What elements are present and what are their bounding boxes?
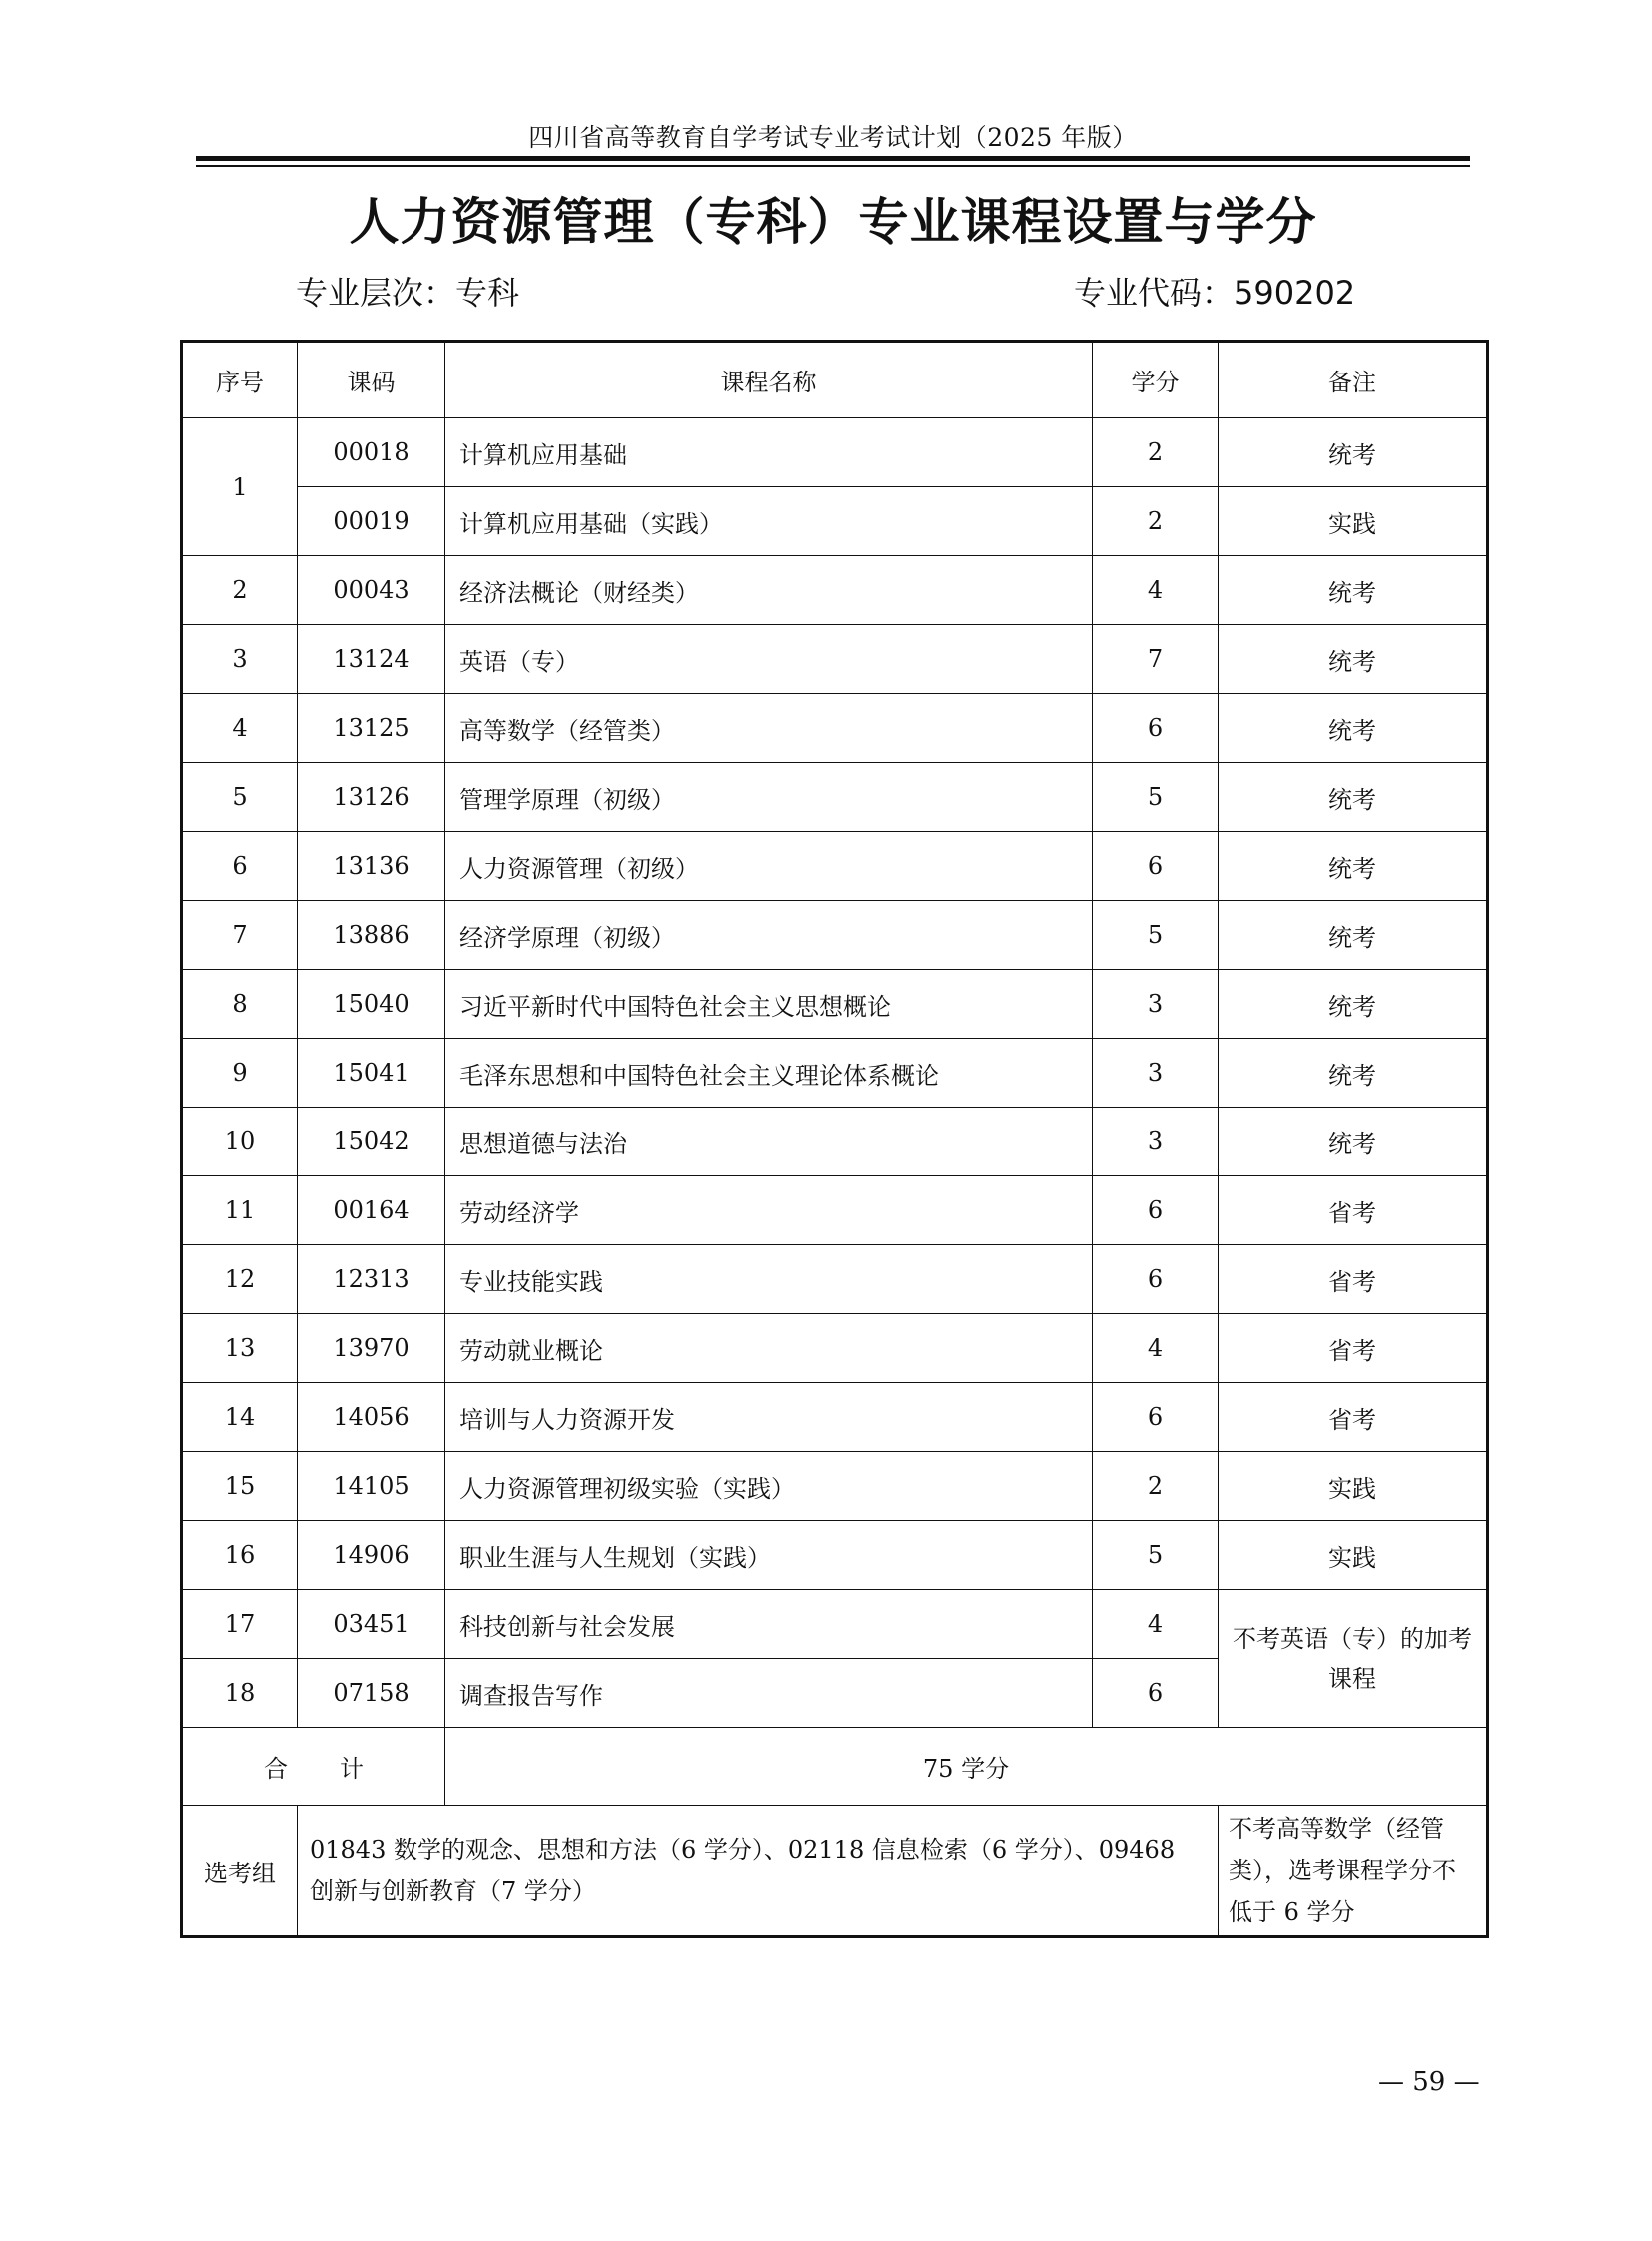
col-header-credit: 学分 (1093, 342, 1219, 418)
row-remark: 统考 (1219, 763, 1488, 832)
row-name: 培训与人力资源开发 (445, 1383, 1093, 1452)
row-credit: 4 (1093, 1314, 1219, 1383)
row-code: 13126 (298, 763, 445, 832)
table-row (182, 1521, 1488, 1590)
row-credit: 5 (1093, 901, 1219, 970)
row-code: 15041 (298, 1039, 445, 1108)
row-code: 13125 (298, 694, 445, 763)
table-row (182, 418, 1488, 487)
row-no: 12 (182, 1245, 298, 1314)
row-remark: 统考 (1219, 418, 1488, 487)
row-credit: 7 (1093, 625, 1219, 694)
row-code: 13136 (298, 832, 445, 901)
row-no: 8 (182, 970, 298, 1039)
total-value: 75 学分 (445, 1728, 1488, 1806)
total-row (182, 1728, 1488, 1806)
table-row (182, 694, 1488, 763)
row-code: 12313 (298, 1245, 445, 1314)
table-header-row (182, 342, 1488, 418)
row-credit: 4 (1093, 556, 1219, 625)
row-no: 13 (182, 1314, 298, 1383)
row-remark-merged: 不考英语（专）的加考课程 (1219, 1590, 1488, 1728)
major-level: 专业层次：专科 (296, 274, 520, 312)
col-header-name: 课程名称 (445, 342, 1093, 418)
row-credit: 6 (1093, 694, 1219, 763)
col-header-remark: 备注 (1219, 342, 1488, 418)
row-remark: 统考 (1219, 1108, 1488, 1176)
row-name: 习近平新时代中国特色社会主义思想概论 (445, 970, 1093, 1039)
row-code: 14906 (298, 1521, 445, 1590)
row-code: 15042 (298, 1108, 445, 1176)
row-name: 科技创新与社会发展 (445, 1590, 1093, 1659)
row-remark: 实践 (1219, 1521, 1488, 1590)
header-rule-thick (196, 156, 1470, 161)
row-no: 9 (182, 1039, 298, 1108)
row-code: 00018 (298, 418, 445, 487)
elective-row (182, 1806, 1488, 1937)
table-row (182, 832, 1488, 901)
row-code: 15040 (298, 970, 445, 1039)
row-credit: 2 (1093, 487, 1219, 556)
table-row (182, 1383, 1488, 1452)
col-header-no: 序号 (182, 342, 298, 418)
row-remark: 省考 (1219, 1245, 1488, 1314)
row-code: 00019 (298, 487, 445, 556)
row-name: 毛泽东思想和中国特色社会主义理论体系概论 (445, 1039, 1093, 1108)
row-name: 职业生涯与人生规划（实践） (445, 1521, 1093, 1590)
row-name: 计算机应用基础 (445, 418, 1093, 487)
row-remark: 省考 (1219, 1383, 1488, 1452)
table-row (182, 1176, 1488, 1245)
row-no: 15 (182, 1452, 298, 1521)
elective-label: 选考组 (182, 1806, 298, 1937)
row-credit: 3 (1093, 1039, 1219, 1108)
row-name: 专业技能实践 (445, 1245, 1093, 1314)
running-header: 四川省高等教育自学考试专业考试计划（2025 年版） (528, 123, 1138, 152)
table-row (182, 1108, 1488, 1176)
elective-courses: 01843 数学的观念、思想和方法（6 学分）、02118 信息检索（6 学分）、09468 创新与创新教育（7 学分） (298, 1806, 1219, 1937)
row-code: 14105 (298, 1452, 445, 1521)
header-rule-thin (196, 165, 1470, 167)
row-credit: 2 (1093, 418, 1219, 487)
row-remark: 省考 (1219, 1314, 1488, 1383)
row-credit: 4 (1093, 1590, 1219, 1659)
major-code: 专业代码：590202 (1074, 274, 1356, 312)
total-label: 合计 (182, 1728, 445, 1806)
row-name: 人力资源管理初级实验（实践） (445, 1452, 1093, 1521)
table-row (182, 1314, 1488, 1383)
table-row (182, 1590, 1488, 1659)
row-code: 03451 (298, 1590, 445, 1659)
row-no: 16 (182, 1521, 298, 1590)
row-code: 00164 (298, 1176, 445, 1245)
elective-note: 不考高等数学（经管类），选考课程学分不低于 6 学分 (1219, 1806, 1488, 1937)
row-credit: 2 (1093, 1452, 1219, 1521)
page-number: — 59 — (1378, 2067, 1480, 2097)
row-credit: 6 (1093, 1245, 1219, 1314)
page-title: 人力资源管理（专科）专业课程设置与学分 (349, 193, 1317, 251)
table-row (182, 1452, 1488, 1521)
row-name: 英语（专） (445, 625, 1093, 694)
row-name: 人力资源管理（初级） (445, 832, 1093, 901)
row-no: 14 (182, 1383, 298, 1452)
row-no: 11 (182, 1176, 298, 1245)
row-remark: 统考 (1219, 970, 1488, 1039)
row-no: 7 (182, 901, 298, 970)
row-name: 劳动就业概论 (445, 1314, 1093, 1383)
row-code: 13886 (298, 901, 445, 970)
row-no: 5 (182, 763, 298, 832)
row-code: 13970 (298, 1314, 445, 1383)
row-no: 10 (182, 1108, 298, 1176)
table-row (182, 970, 1488, 1039)
table-row (182, 1245, 1488, 1314)
row-name: 经济法概论（财经类） (445, 556, 1093, 625)
row-code: 13124 (298, 625, 445, 694)
row-credit: 6 (1093, 1383, 1219, 1452)
row-name: 经济学原理（初级） (445, 901, 1093, 970)
row-no: 2 (182, 556, 298, 625)
row-name: 高等数学（经管类） (445, 694, 1093, 763)
row-no: 3 (182, 625, 298, 694)
row-name: 劳动经济学 (445, 1176, 1093, 1245)
table-row (182, 556, 1488, 625)
row-credit: 6 (1093, 832, 1219, 901)
row-no: 1 (182, 418, 298, 556)
row-no: 4 (182, 694, 298, 763)
table-row (182, 1039, 1488, 1108)
table-row (182, 901, 1488, 970)
row-no: 6 (182, 832, 298, 901)
col-header-code: 课码 (298, 342, 445, 418)
table-row (182, 625, 1488, 694)
row-remark: 实践 (1219, 1452, 1488, 1521)
row-code: 00043 (298, 556, 445, 625)
row-credit: 6 (1093, 1659, 1219, 1728)
row-name: 调查报告写作 (445, 1659, 1093, 1728)
row-credit: 3 (1093, 970, 1219, 1039)
row-code: 07158 (298, 1659, 445, 1728)
row-code: 14056 (298, 1383, 445, 1452)
table-row (182, 763, 1488, 832)
row-remark: 省考 (1219, 1176, 1488, 1245)
row-name: 思想道德与法治 (445, 1108, 1093, 1176)
row-remark: 统考 (1219, 556, 1488, 625)
row-credit: 5 (1093, 763, 1219, 832)
table-row (182, 487, 1488, 556)
row-remark: 统考 (1219, 694, 1488, 763)
row-credit: 6 (1093, 1176, 1219, 1245)
row-remark: 统考 (1219, 832, 1488, 901)
row-remark: 统考 (1219, 625, 1488, 694)
row-credit: 3 (1093, 1108, 1219, 1176)
row-name: 计算机应用基础（实践） (445, 487, 1093, 556)
row-credit: 5 (1093, 1521, 1219, 1590)
course-table (180, 340, 1489, 1938)
row-no: 17 (182, 1590, 298, 1659)
row-no: 18 (182, 1659, 298, 1728)
row-remark: 统考 (1219, 901, 1488, 970)
row-remark: 实践 (1219, 487, 1488, 556)
row-name: 管理学原理（初级） (445, 763, 1093, 832)
row-remark: 统考 (1219, 1039, 1488, 1108)
